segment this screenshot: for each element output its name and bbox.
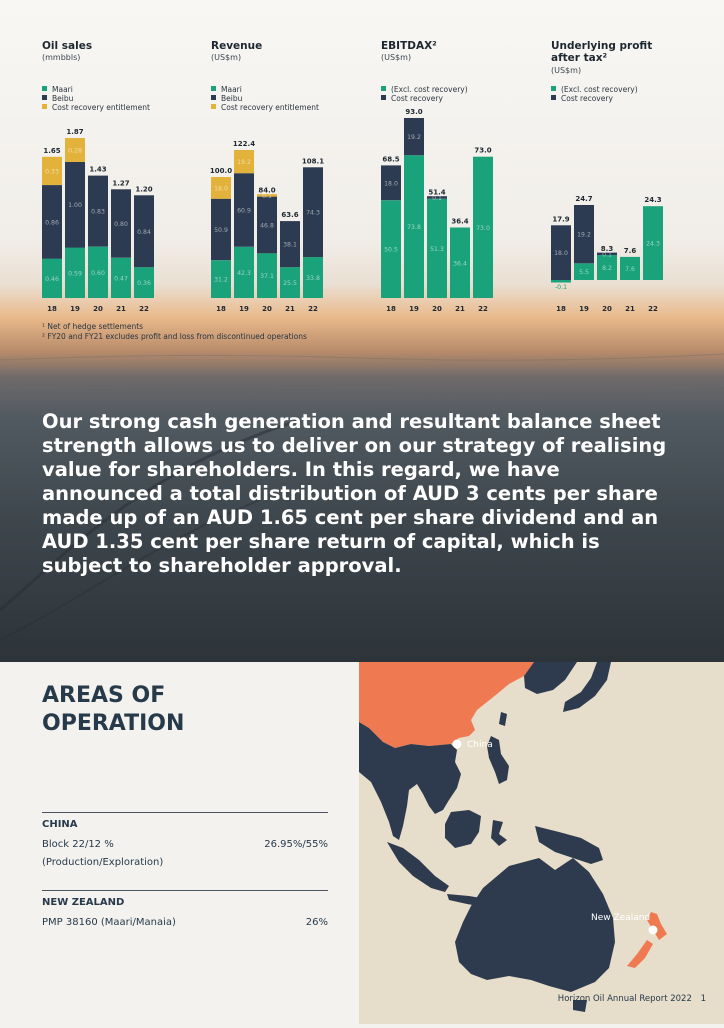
data-label: 74.3 bbox=[306, 209, 320, 217]
x-tick-label: 18 bbox=[556, 305, 566, 313]
x-tick-label: 19 bbox=[239, 305, 249, 313]
data-label: 8.2 bbox=[602, 265, 612, 273]
chart-unit-profit: (US$m) bbox=[551, 66, 582, 75]
total-label: 100.0 bbox=[209, 167, 233, 176]
data-label: 73.8 bbox=[407, 224, 421, 232]
x-tick-label: 21 bbox=[625, 305, 635, 313]
x-tick-label: 22 bbox=[648, 305, 658, 313]
total-label: 63.6 bbox=[281, 211, 299, 220]
areas-of-operation bbox=[0, 662, 359, 1024]
map-svg bbox=[359, 662, 724, 1024]
total-label: 84.0 bbox=[258, 186, 276, 195]
total-label: 1.65 bbox=[43, 146, 61, 155]
total-label: 1.43 bbox=[89, 165, 107, 174]
data-label: 18.0 bbox=[554, 250, 568, 258]
x-tick-label: 22 bbox=[308, 305, 318, 313]
chart-unit-revenue: (US$m) bbox=[211, 53, 242, 62]
report-name: Horizon Oil Annual Report 2022 bbox=[557, 994, 692, 1004]
legend-item: Maari bbox=[42, 85, 150, 94]
data-label: 73.0 bbox=[476, 224, 490, 232]
data-label: 60.9 bbox=[237, 207, 251, 215]
x-tick-label: 19 bbox=[409, 305, 419, 313]
legend-item: Cost recovery entitlement bbox=[42, 103, 150, 112]
nz-marker-icon bbox=[649, 926, 658, 935]
operations-map bbox=[359, 662, 724, 1024]
asset-interest: 26.95%/55% bbox=[264, 839, 328, 850]
total-label: 36.4 bbox=[451, 217, 469, 226]
legend-revenue bbox=[211, 85, 319, 112]
pull-quote: Our strong cash generation and resultant balance sheet strength allows us to deliver on our strategy of realising value for shareholders. In this regard, we have announced a total distribution of AUD 3 cents per share made up of an AUD 1.65 cent per share dividend and an AUD 1.35 cent per share return of capital, which is subject to shareholder approval. bbox=[42, 410, 667, 577]
legend-oil-sales bbox=[42, 85, 150, 112]
x-tick-label: 19 bbox=[70, 305, 80, 313]
data-label: 0.33 bbox=[45, 168, 59, 176]
asset-interest: 26% bbox=[305, 917, 328, 928]
x-tick-label: 20 bbox=[262, 305, 272, 313]
total-label: 24.3 bbox=[644, 196, 662, 205]
region-china bbox=[42, 812, 328, 868]
data-label: 42.3 bbox=[237, 269, 251, 277]
total-label: 8.3 bbox=[600, 244, 614, 253]
x-tick-label: 18 bbox=[47, 305, 57, 313]
data-label: 50.9 bbox=[214, 227, 228, 234]
x-tick-label: 20 bbox=[93, 305, 103, 313]
chart-title-oil-sales: Oil sales bbox=[42, 40, 93, 52]
asset-note: (Production/Exploration) bbox=[42, 857, 164, 868]
x-tick-label: 22 bbox=[139, 305, 149, 313]
data-label: 31.2 bbox=[214, 276, 228, 284]
x-tick-label: 21 bbox=[116, 305, 126, 313]
total-label: 108.1 bbox=[301, 157, 325, 166]
asset-name: PMP 38160 (Maari/Manaia) bbox=[42, 917, 176, 928]
data-label: 0.59 bbox=[68, 270, 82, 278]
total-label: 51.4 bbox=[428, 188, 446, 197]
page-number: 1 bbox=[700, 994, 706, 1004]
areas-heading: AREAS OF OPERATION bbox=[42, 683, 185, 736]
total-label: 1.20 bbox=[135, 185, 153, 194]
footnote-1: ¹ Net of hedge settlements bbox=[42, 322, 144, 331]
bar-segment bbox=[551, 280, 571, 283]
data-label: 5.5 bbox=[579, 269, 589, 277]
data-label: 36.4 bbox=[453, 260, 467, 268]
legend-item: (Excl. cost recovery) bbox=[381, 85, 468, 94]
data-label: 0.46 bbox=[45, 275, 59, 283]
total-label: 93.0 bbox=[405, 108, 423, 116]
data-label: 0.36 bbox=[137, 280, 151, 288]
data-label: 37.1 bbox=[260, 273, 274, 281]
x-tick-label: 22 bbox=[478, 305, 488, 313]
chart-title-profit: Underlying profit after tax² bbox=[551, 40, 653, 64]
data-label: 38.1 bbox=[283, 241, 297, 249]
total-label: 17.9 bbox=[552, 215, 570, 224]
data-label: 0.28 bbox=[68, 147, 82, 155]
asset-row bbox=[42, 839, 328, 850]
china-marker-icon bbox=[453, 740, 462, 749]
data-label: 25.5 bbox=[283, 280, 297, 288]
legend-item: Cost recovery bbox=[381, 94, 468, 103]
data-label: 33.8 bbox=[306, 275, 320, 283]
total-label: 1.27 bbox=[112, 179, 130, 188]
data-label: 0.60 bbox=[91, 269, 105, 277]
data-label: -0.1 bbox=[554, 284, 568, 291]
data-label: 7.6 bbox=[625, 266, 635, 273]
asset-row bbox=[42, 917, 328, 928]
data-label: 0.84 bbox=[137, 228, 151, 236]
chart-title-revenue: Revenue bbox=[211, 40, 263, 52]
data-label: 19.2 bbox=[237, 159, 251, 167]
data-label: 1.00 bbox=[68, 202, 82, 210]
legend-item: (Excl. cost recovery) bbox=[551, 85, 638, 94]
x-tick-label: 19 bbox=[579, 305, 589, 313]
x-tick-label: 21 bbox=[285, 305, 295, 313]
map-label-new-zealand: New Zealand bbox=[591, 913, 651, 923]
asset-name: Block 22/12 % bbox=[42, 839, 114, 850]
legend-item: Beibu bbox=[211, 94, 319, 103]
data-label: 19.2 bbox=[577, 231, 591, 239]
x-tick-label: 21 bbox=[455, 305, 465, 313]
data-label: 19.2 bbox=[407, 134, 421, 142]
data-label: 51.3 bbox=[430, 245, 444, 253]
legend-ebitdax bbox=[381, 85, 468, 103]
region-new-zealand bbox=[42, 890, 328, 928]
chart-unit-ebitdax: (US$m) bbox=[381, 53, 412, 62]
x-tick-label: 20 bbox=[432, 305, 442, 313]
total-label: 24.7 bbox=[575, 195, 593, 203]
region-name: CHINA bbox=[42, 819, 78, 830]
data-label: 0.86 bbox=[45, 219, 59, 227]
data-label: 0.83 bbox=[91, 208, 105, 216]
page-footer bbox=[558, 994, 706, 1004]
x-tick-label: 20 bbox=[602, 305, 612, 313]
total-label: 1.87 bbox=[66, 128, 84, 136]
x-tick-label: 18 bbox=[386, 305, 396, 313]
total-label: 7.6 bbox=[623, 246, 637, 255]
chart-unit-oil-sales: (mmbbls) bbox=[42, 53, 81, 62]
data-label: 0.1 bbox=[432, 195, 442, 202]
data-label: 24.3 bbox=[646, 240, 660, 248]
legend-item: Maari bbox=[211, 85, 319, 94]
data-label: 0.80 bbox=[114, 221, 128, 229]
data-label: 50.5 bbox=[384, 246, 398, 254]
footnote-2: ² FY20 and FY21 excludes profit and loss from discontinued operations bbox=[42, 332, 307, 341]
x-tick-label: 18 bbox=[216, 305, 226, 313]
data-label: 0.1 bbox=[262, 192, 272, 200]
chart-title-ebitdax: EBITDAX² bbox=[381, 40, 437, 52]
legend-item: Cost recovery bbox=[551, 94, 638, 103]
data-label: 18.0 bbox=[384, 180, 398, 188]
total-label: 122.4 bbox=[232, 140, 256, 148]
data-label: 0.1 bbox=[602, 251, 612, 259]
total-label: 73.0 bbox=[474, 146, 492, 155]
legend-profit bbox=[551, 85, 638, 103]
legend-item: Beibu bbox=[42, 94, 150, 103]
total-label: 68.5 bbox=[382, 155, 400, 164]
map-label-china: China bbox=[467, 740, 493, 750]
data-label: 46.8 bbox=[260, 222, 274, 230]
legend-item: Cost recovery entitlement bbox=[211, 103, 319, 112]
data-label: 18.0 bbox=[214, 185, 228, 193]
region-name: NEW ZEALAND bbox=[42, 897, 125, 908]
data-label: 0.47 bbox=[114, 275, 128, 283]
